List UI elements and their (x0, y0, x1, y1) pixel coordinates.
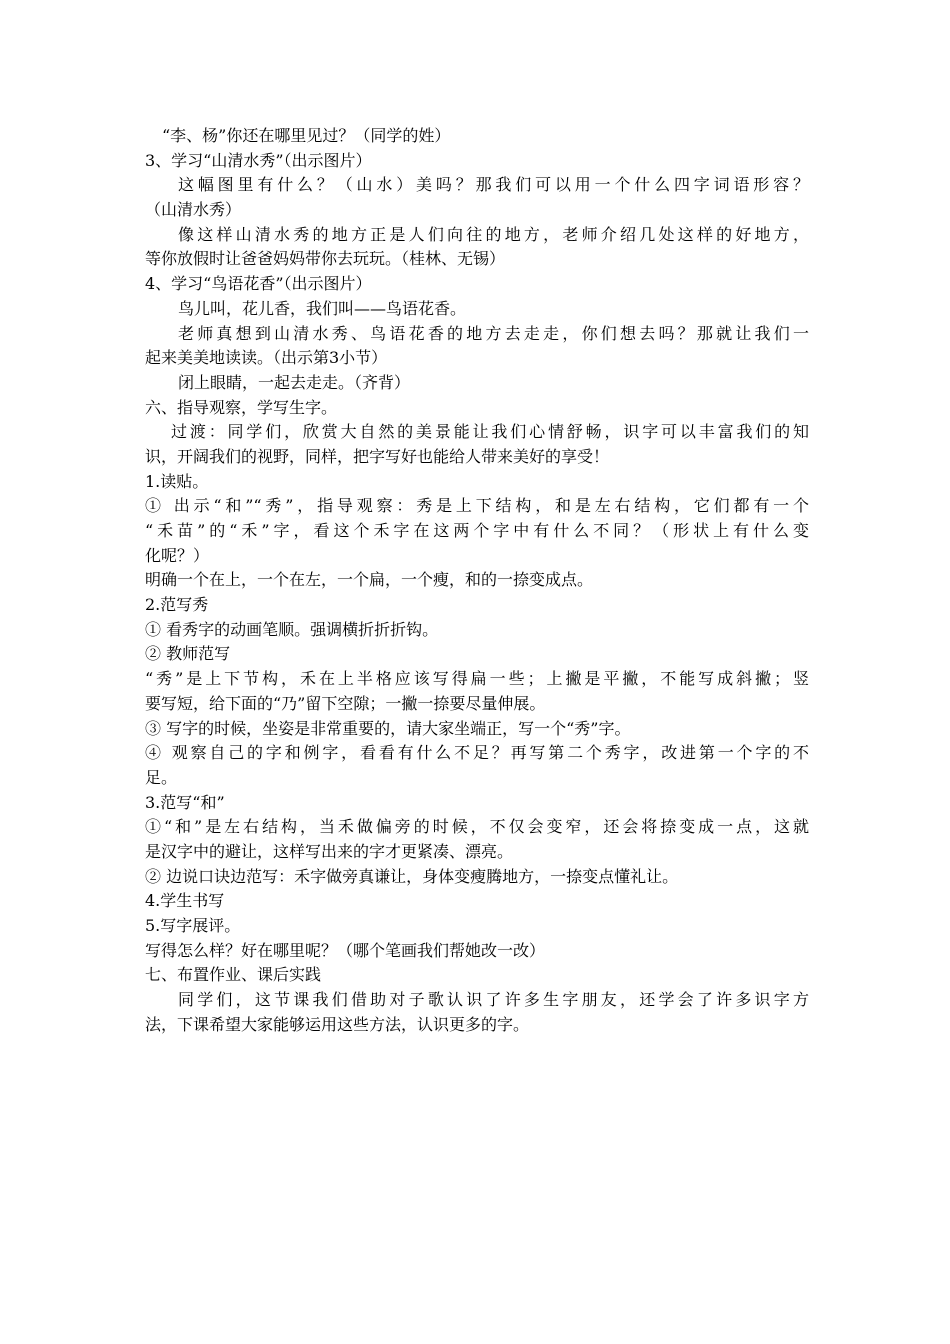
text-line: ①“和”是左右结构，当禾做偏旁的时候，不仅会变窄，还会将捺变成一点，这就 (145, 817, 809, 837)
text-line: 足。 (145, 767, 178, 787)
text-line: 闭上眼睛，一起去走走。（齐背） (178, 372, 411, 392)
text-line: “李、杨”你还在哪里见过？（同学的姓） (162, 126, 451, 145)
text-line: 起来美美地读读。（出示第3小节） (145, 348, 388, 368)
section-heading: 1.读贴。 (145, 471, 209, 491)
text-line: 法，下课希望大家能够运用这些方法，认识更多的字。 (145, 1014, 530, 1034)
text-line: ① 看秀字的动画笔顺。强调横折折折钩。 (145, 619, 439, 639)
text-line: 明确一个在上，一个在左，一个扁，一个瘦，和的一捺变成点。 (145, 570, 594, 590)
section-heading: 2.范写秀 (145, 595, 209, 615)
text-line: （山清水秀） (145, 200, 242, 220)
section-heading: 3、学习“山清水秀”（出示图片） (145, 150, 372, 170)
section-heading: 4、学习“鸟语花香”（出示图片） (145, 274, 372, 294)
text-line: ② 边说口诀边范写：禾字做旁真谦让，身体变瘦腾地方，一捺变点懂礼让。 (145, 866, 679, 886)
text-line: 等你放假时让爸爸妈妈带你去玩玩。（桂林、无锡） (145, 249, 506, 269)
text-line: 化呢？） (145, 545, 210, 565)
text-line: 像这样山清水秀的地方正是人们向往的地方，老师介绍几处这样的好地方， (178, 224, 809, 244)
text-line: 老师真想到山清水秀、鸟语花香的地方去走走，你们想去吗？那就让我们一 (178, 323, 809, 343)
text-line: 这幅图里有什么？（山水）美吗？那我们可以用一个什么四字词语形容？ (178, 175, 809, 195)
text-line: “秀”是上下节构，禾在上半格应该写得扁一些；上撇是平撇，不能写成斜撇；竖 (145, 669, 809, 689)
text-line: 鸟儿叫，花儿香，我们叫——鸟语花香。 (178, 298, 467, 318)
section-heading: 七、布置作业、课后实践 (145, 965, 322, 985)
text-line: 识，开阔我们的视野，同样，把字写好也能给人带来美好的享受！ (145, 446, 610, 466)
text-line: ② 教师范写 (145, 644, 231, 664)
section-heading: 六、指导观察，学写生字。 (145, 397, 338, 417)
text-line: 要写短，给下面的“乃”留下空隙；一撇一捺要尽量伸展。 (145, 693, 546, 713)
lesson-plan-page (145, 124, 809, 1037)
text-line: 是汉字中的避让，这样写出来的字才更紧凑、漂亮。 (145, 841, 514, 861)
text-line: 过渡：同学们，欣赏大自然的美景能让我们心情舒畅，识字可以丰富我们的知 (171, 422, 809, 442)
text-line: 同学们，这节课我们借助对子歌认识了许多生字朋友，还学会了许多识字方 (178, 990, 809, 1010)
section-heading: 5.写字展评。 (145, 916, 241, 935)
section-heading: 3.范写“和” (145, 792, 225, 812)
text-line: ④ 观察自己的字和例字，看看有什么不足？再写第二个秀字，改进第一个字的不 (145, 743, 809, 763)
text-line: “禾苗”的“禾”字，看这个禾字在这两个字中有什么不同？（形状上有什么变 (145, 521, 809, 540)
text-line: 写得怎么样？好在哪里呢？（哪个笔画我们帮她改一改） (145, 940, 546, 960)
text-line: ③ 写字的时候，坐姿是非常重要的，请大家坐端正，写一个“秀”字。 (145, 718, 631, 738)
text-line: ① 出示“和”“秀”，指导观察：秀是上下结构，和是左右结构，它们都有一个 (145, 496, 809, 516)
section-heading: 4.学生书写 (145, 891, 225, 911)
